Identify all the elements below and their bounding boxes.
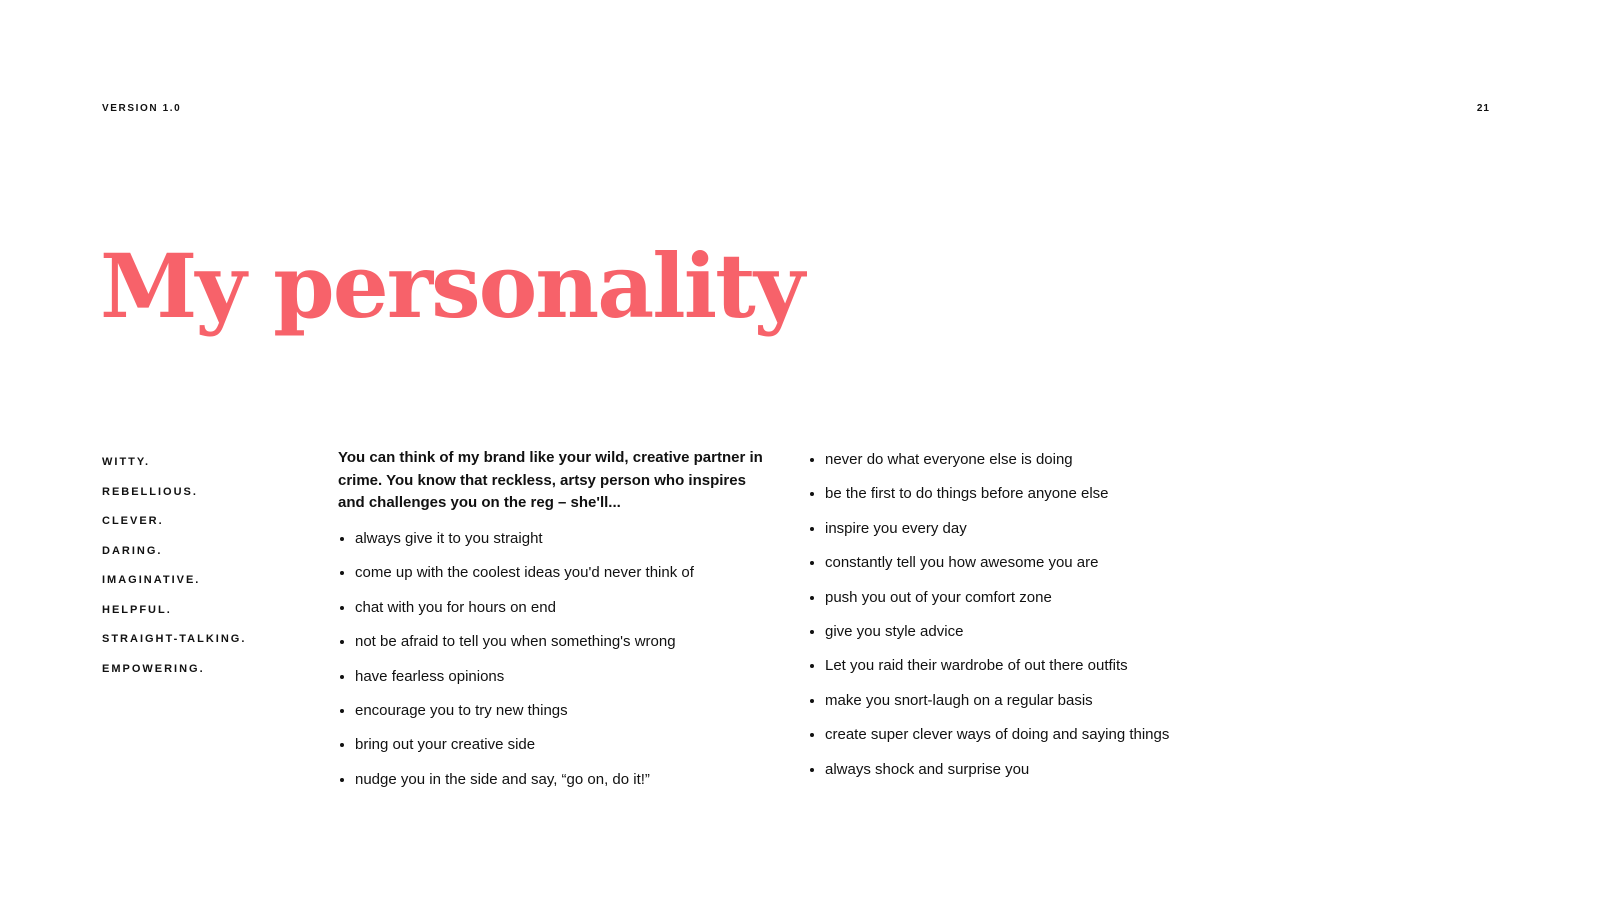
trait-item: CLEVER. bbox=[102, 515, 164, 527]
bullet-item: have fearless opinions bbox=[338, 660, 694, 694]
bullet-item: always give it to you straight bbox=[338, 522, 694, 556]
bullet-item: make you snort-laugh on a regular basis bbox=[808, 684, 1169, 718]
bullet-item: encourage you to try new things bbox=[338, 694, 694, 728]
trait-item: IMAGINATIVE. bbox=[102, 574, 201, 586]
trait-item: STRAIGHT-TALKING. bbox=[102, 633, 247, 645]
trait-item: HELPFUL. bbox=[102, 603, 172, 616]
bullet-item: constantly tell you how awesome you are bbox=[808, 546, 1169, 580]
version-label: VERSION 1.0 bbox=[102, 103, 182, 114]
bullet-item: be the first to do things before anyone else bbox=[808, 477, 1169, 511]
bullet-item: push you out of your comfort zone bbox=[808, 581, 1169, 615]
bullet-item: not be afraid to tell you when something's wrong bbox=[338, 625, 694, 659]
bullet-item: always shock and surprise you bbox=[808, 753, 1169, 787]
page-number: 21 bbox=[1476, 103, 1490, 114]
trait-item: WITTY. bbox=[102, 456, 151, 468]
trait-item: REBELLIOUS. bbox=[102, 485, 198, 498]
bullet-item: inspire you every day bbox=[808, 512, 1169, 546]
bullet-item: give you style advice bbox=[808, 615, 1169, 649]
page-title: My personality bbox=[100, 234, 803, 338]
bullet-item: chat with you for hours on end bbox=[338, 591, 694, 625]
trait-item: DARING. bbox=[102, 544, 163, 557]
trait-item: EMPOWERING. bbox=[102, 662, 205, 675]
bullet-item: come up with the coolest ideas you'd never think of bbox=[338, 556, 694, 590]
bullet-item: Let you raid their wardrobe of out there outfits bbox=[808, 649, 1169, 683]
intro-paragraph: You can think of my brand like your wild, creative partner in crime. You know that reckless, artsy person who inspires and challenges you on the reg – she'll... bbox=[338, 449, 763, 511]
bullet-item: create super clever ways of doing and saying things bbox=[808, 718, 1169, 752]
traits-list bbox=[102, 448, 246, 684]
bullet-list-left bbox=[338, 522, 694, 797]
bullet-item: never do what everyone else is doing bbox=[808, 443, 1169, 477]
bullet-item: nudge you in the side and say, “go on, do it!” bbox=[338, 763, 694, 797]
bullet-item: bring out your creative side bbox=[338, 728, 694, 762]
bullet-list-right bbox=[808, 443, 1169, 787]
